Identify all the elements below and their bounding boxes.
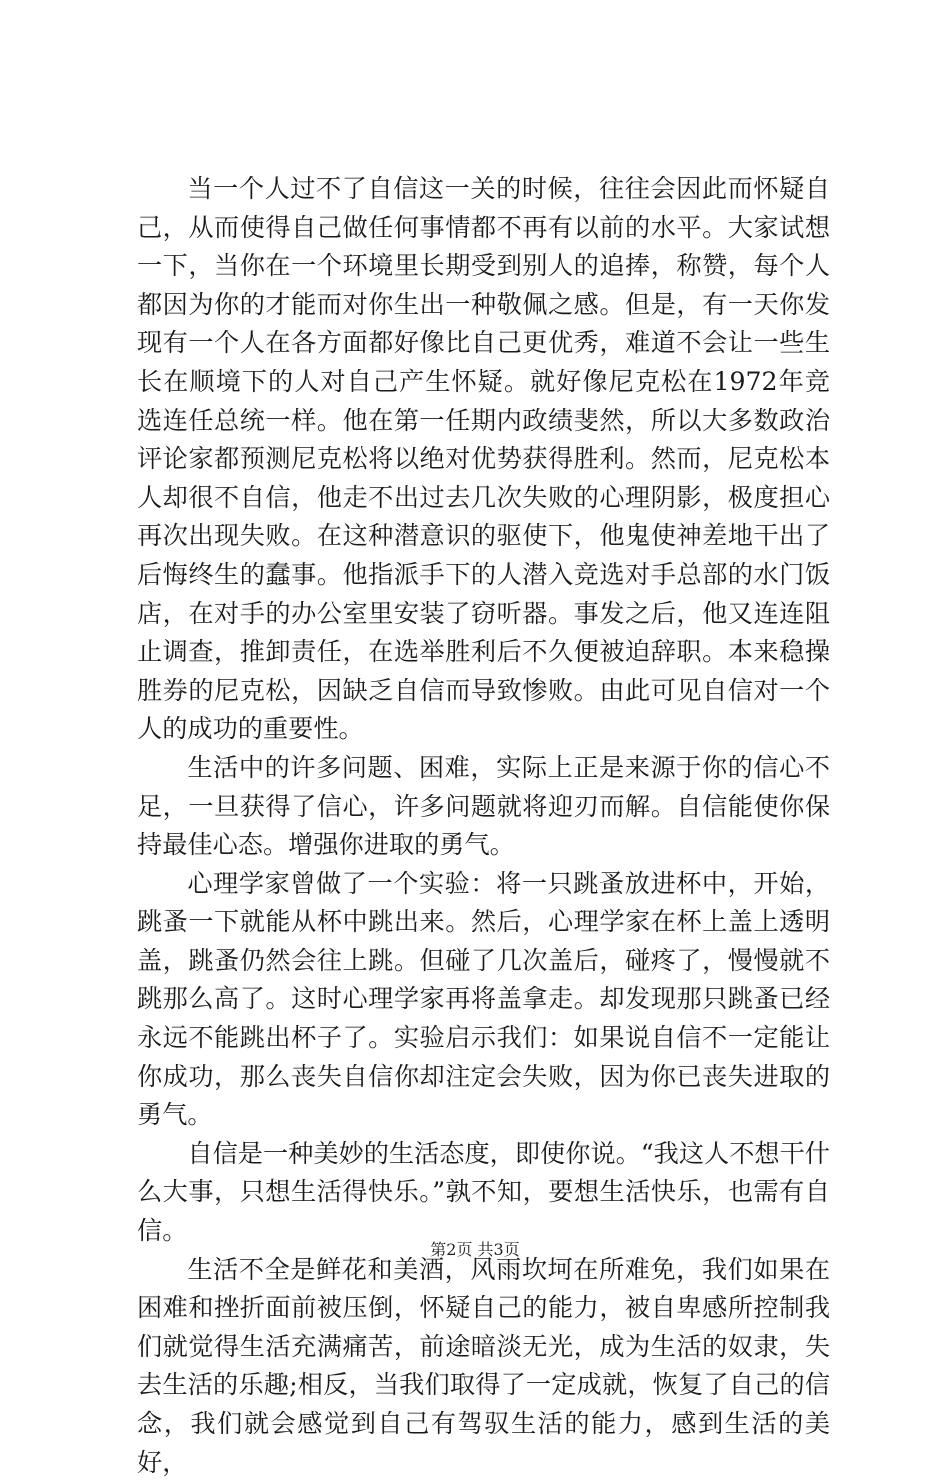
paragraph-1: 当一个人过不了自信这一关的时候，往往会因此而怀疑自己，从而使得自己做任何事情都不再有以前的水平。大家试想一下，当你在一个环境里长期受到别人的追捧，称赞，每个人都因为你的才能而对你生出一种敬佩之感。但是，有一天你发现有一个人在各方面都好像比自己更优秀，难道不会让一些生长在顺境下的人对自己产生怀疑。就好像尼克松在1972年竞选连任总统一样。他在第一任期内政绩斐然，所以大多数政治评论家都预测尼克松将以绝对优势获得胜利。然而，尼克松本人却很不自信，他走不出过去几次失败的心理阴影，极度担心再次出现失败。在这种潜意识的驱使下，他鬼使神差地干出了后悔终生的蠢事。他指派手下的人潜入竞选对手总部的水门饭店，在对手的办公室里安装了窃听器。事发之后，他又连连阻止调查，推卸责任，在选举胜利后不久便被迫辞职。本来稳操胜券的尼克松，因缺乏自信而导致惨败。由此可见自信对一个人的成功的重要性。 [137,174,830,744]
paragraph-5: 生活不全是鲜花和美酒，风雨坎坷在所难免，我们如果在困难和挫折面前被压倒，怀疑自己的能力，被自卑感所控制我们就觉得生活充满痛苦，前途暗淡无光，成为生活的奴隶，失去生活的乐趣;相反，当我们取得了一定成就，恢复了自己的信念，我们就会感觉到自己有驾驭生活的能力，感到生活的美好， [137,1254,830,1477]
page-number-footer: 第2页 共3页 [430,1240,520,1259]
paragraph-2: 生活中的许多问题、困难，实际上正是来源于你的信心不足，一旦获得了信心，许多问题就将迎刃而解。自信能使你保持最佳心态。增强你进取的勇气。 [137,752,830,860]
paragraph-4: 自信是一种美妙的生活态度，即使你说。“我这人不想干什么大事，只想生活得快乐。”孰不知，要想生活快乐，也需有自信。 [137,1138,830,1246]
document-body [137,170,830,1482]
paragraph-3: 心理学家曾做了一个实验：将一只跳蚤放进杯中，开始，跳蚤一下就能从杯中跳出来。然后，心理学家在杯上盖上透明盖，跳蚤仍然会往上跳。但碰了几次盖后，碰疼了，慢慢就不跳那么高了。这时心理学家再将盖拿走。却发现那只跳蚤已经永远不能跳出杯子了。实验启示我们：如果说自信不一定能让你成功，那么丧失自信你却注定会失败，因为你已丧失进取的勇气。 [137,868,830,1130]
